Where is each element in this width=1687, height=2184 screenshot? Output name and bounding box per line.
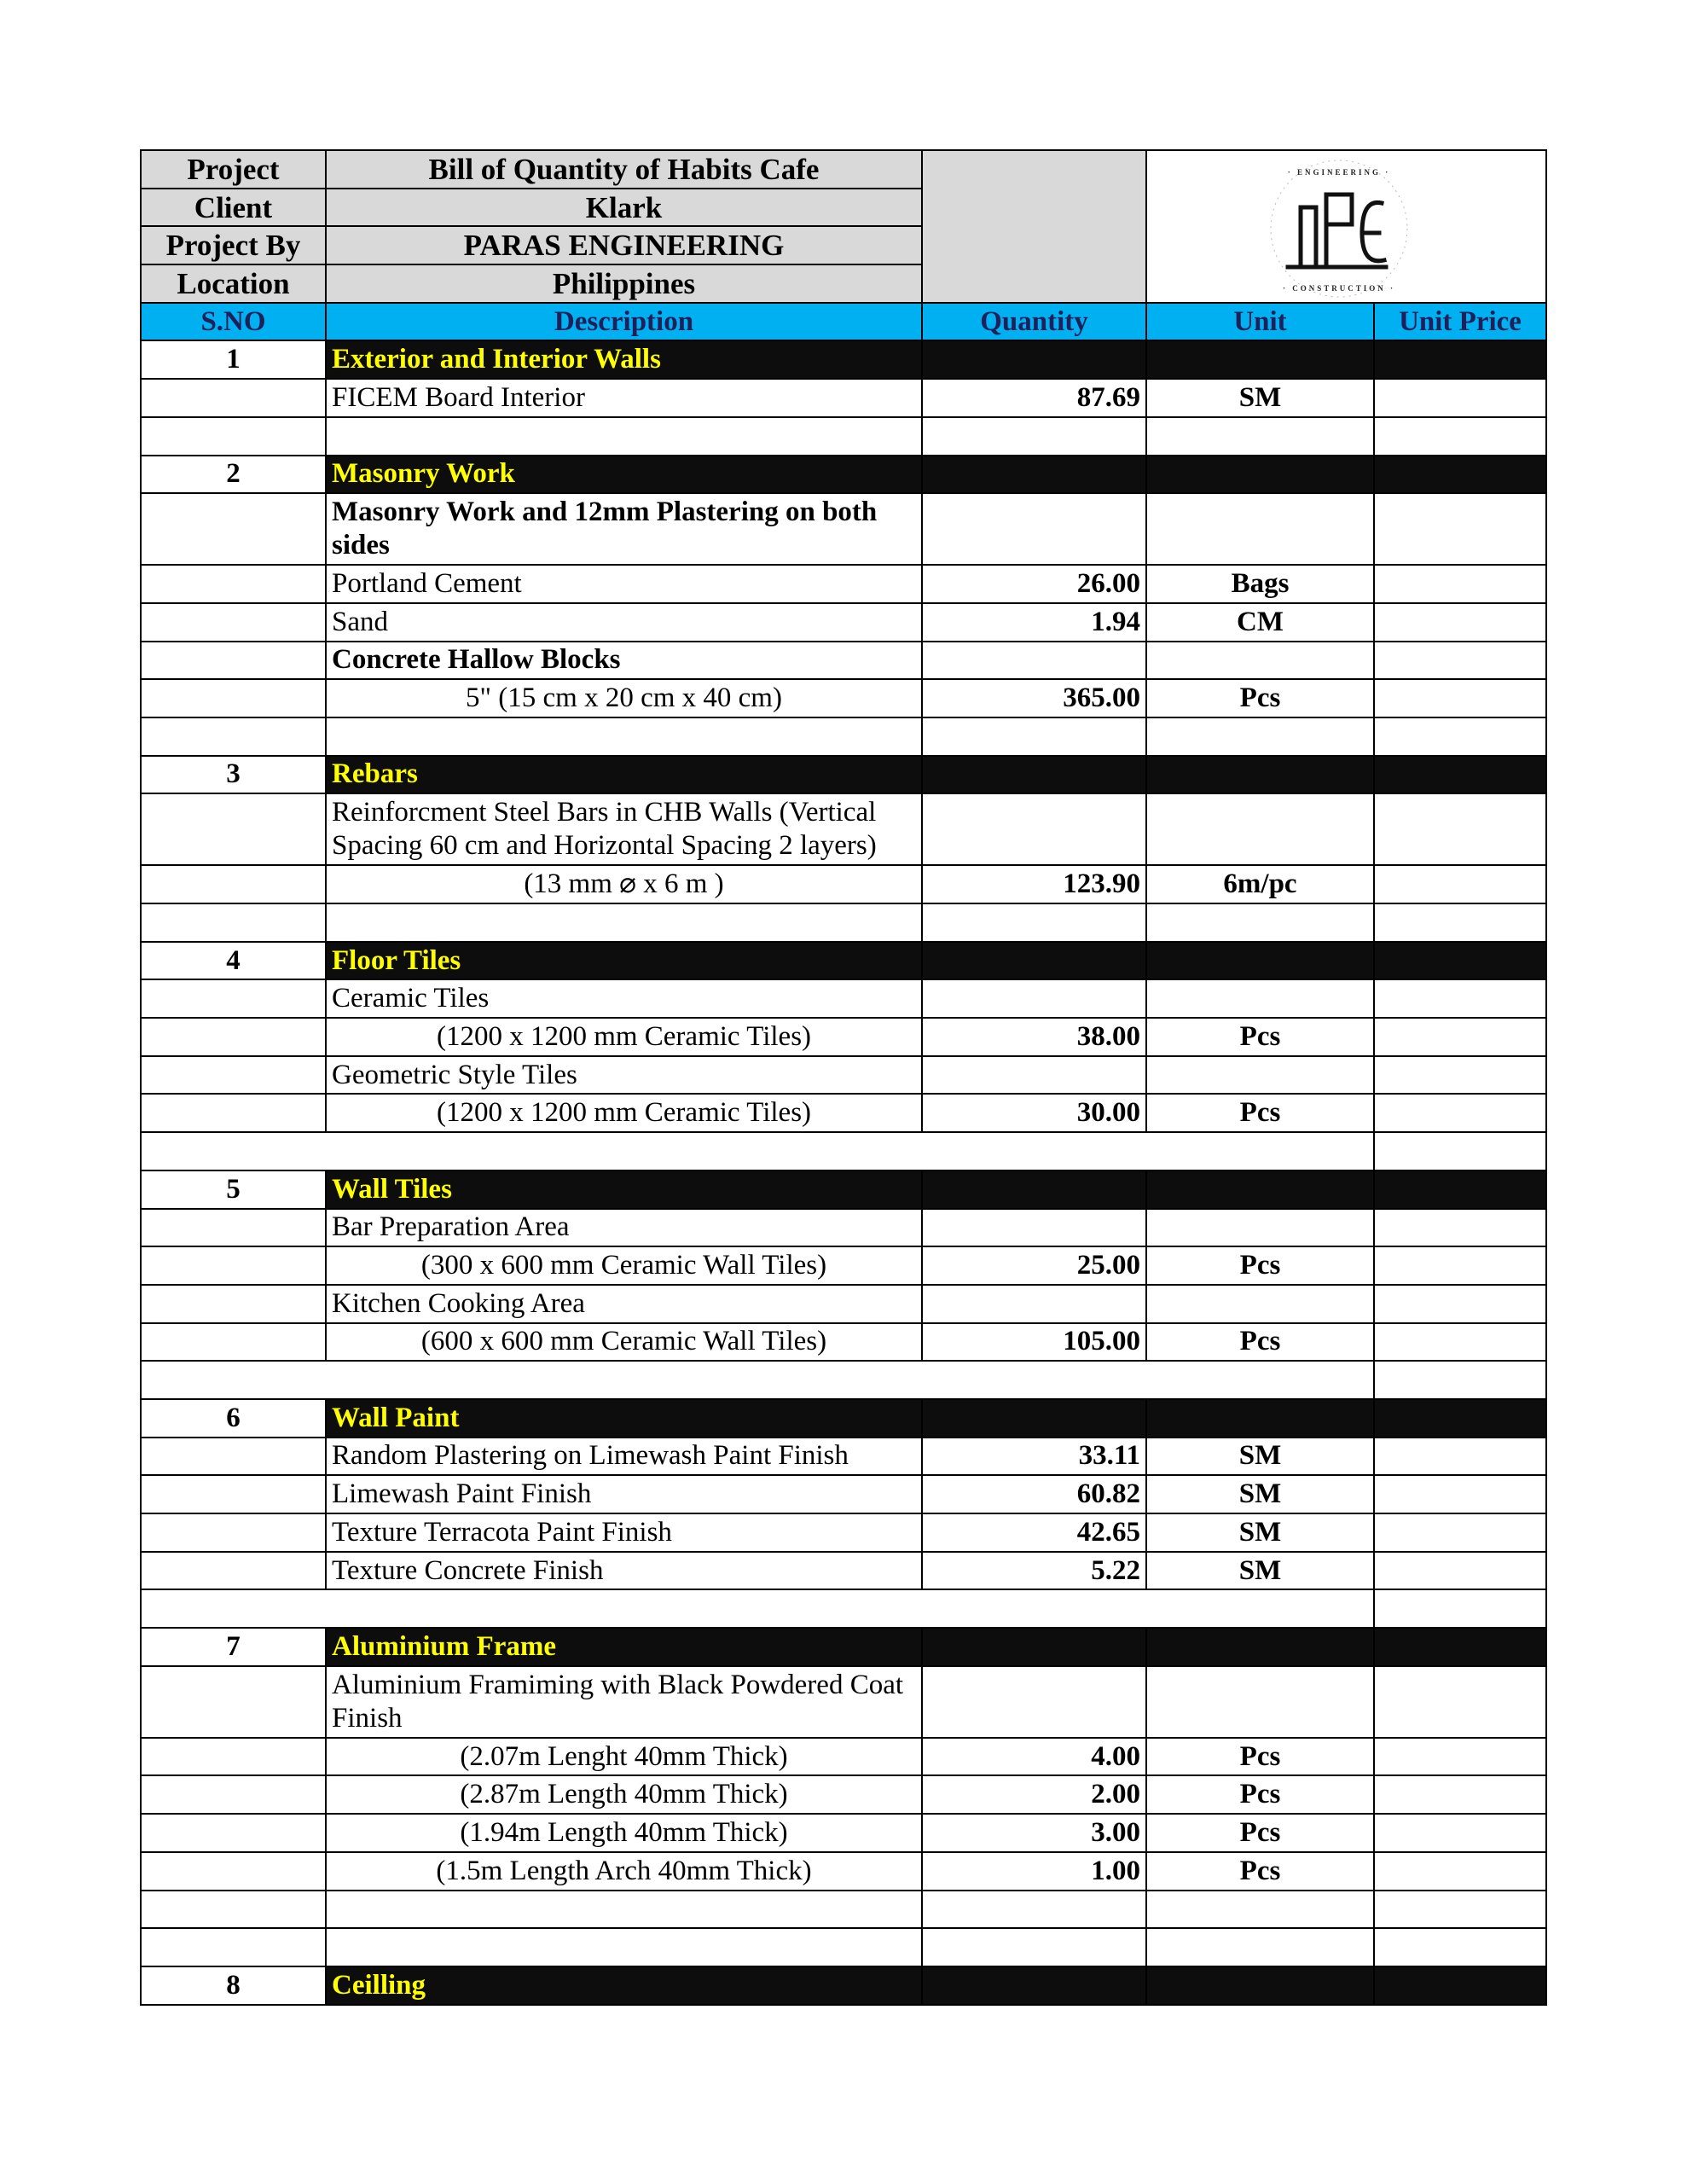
section-filler-cell xyxy=(1374,340,1546,379)
item-description: (300 x 600 mm Ceramic Wall Tiles) xyxy=(326,1246,922,1285)
info-value: Bill of Quantity of Habits Cafe xyxy=(326,150,922,189)
section-row xyxy=(141,1966,1546,2005)
item-row xyxy=(141,865,1546,903)
blank-cell xyxy=(141,1891,326,1929)
section-filler-cell xyxy=(1146,942,1374,980)
item-sno-cell xyxy=(141,1246,326,1285)
item-sno-cell xyxy=(141,1285,326,1323)
item-row xyxy=(141,793,1546,865)
section-row xyxy=(141,942,1546,980)
item-sno-cell xyxy=(141,642,326,680)
section-title: Rebars xyxy=(326,756,922,794)
item-quantity xyxy=(922,642,1146,680)
item-row xyxy=(141,1666,1546,1738)
section-filler-cell xyxy=(1146,1399,1374,1438)
item-unit-price xyxy=(1374,1246,1546,1285)
item-row xyxy=(141,1814,1546,1852)
item-quantity: 4.00 xyxy=(922,1738,1146,1776)
item-row xyxy=(141,1738,1546,1776)
company-logo-icon xyxy=(1267,156,1412,301)
section-filler-cell xyxy=(922,1966,1146,2005)
item-unit-price xyxy=(1374,1323,1546,1362)
item-row xyxy=(141,1209,1546,1247)
item-unit: SM xyxy=(1146,1475,1374,1513)
section-title: Floor Tiles xyxy=(326,942,922,980)
blank-cell xyxy=(1374,417,1546,456)
item-unit-price xyxy=(1374,1852,1546,1891)
section-title: Exterior and Interior Walls xyxy=(326,340,922,379)
item-row xyxy=(141,1438,1546,1476)
item-quantity: 87.69 xyxy=(922,379,1146,417)
spacer-row xyxy=(141,1891,1546,1929)
header-quantity: Quantity xyxy=(922,303,1146,341)
blank-cell xyxy=(141,1589,1374,1628)
item-row xyxy=(141,1246,1546,1285)
item-unit-price xyxy=(1374,1738,1546,1776)
item-sno-cell xyxy=(141,1475,326,1513)
item-unit: SM xyxy=(1146,1513,1374,1552)
item-description: Concrete Hallow Blocks xyxy=(326,642,922,680)
blank-cell xyxy=(922,717,1146,756)
item-sno-cell xyxy=(141,1738,326,1776)
item-row xyxy=(141,1475,1546,1513)
item-unit-price xyxy=(1374,1666,1546,1738)
item-row xyxy=(141,603,1546,642)
spacer-row xyxy=(141,1928,1546,1966)
section-filler-cell xyxy=(1374,756,1546,794)
section-row xyxy=(141,456,1546,494)
section-filler-cell xyxy=(1146,456,1374,494)
section-filler-cell xyxy=(1374,1399,1546,1438)
item-description: Texture Terracota Paint Finish xyxy=(326,1513,922,1552)
item-row xyxy=(141,1285,1546,1323)
item-unit: Pcs xyxy=(1146,1852,1374,1891)
item-sno-cell xyxy=(141,1552,326,1590)
item-row xyxy=(141,1513,1546,1552)
header-description: Description xyxy=(326,303,922,341)
spacer-row xyxy=(141,417,1546,456)
section-title: Masonry Work xyxy=(326,456,922,494)
item-quantity: 2.00 xyxy=(922,1775,1146,1814)
item-row xyxy=(141,1094,1546,1132)
boq-table xyxy=(140,149,1547,2006)
item-description: Bar Preparation Area xyxy=(326,1209,922,1247)
item-unit-price xyxy=(1374,1056,1546,1095)
section-number: 4 xyxy=(141,942,326,980)
blank-cell xyxy=(326,903,922,942)
item-quantity: 38.00 xyxy=(922,1018,1146,1056)
item-unit: Pcs xyxy=(1146,1738,1374,1776)
section-row xyxy=(141,756,1546,794)
item-description: (1200 x 1200 mm Ceramic Tiles) xyxy=(326,1094,922,1132)
item-row xyxy=(141,679,1546,717)
item-quantity: 60.82 xyxy=(922,1475,1146,1513)
item-sno-cell xyxy=(141,1209,326,1247)
blank-cell xyxy=(141,717,326,756)
blank-cell xyxy=(141,1928,326,1966)
section-filler-cell xyxy=(1146,1170,1374,1209)
spacer-row xyxy=(141,1361,1546,1399)
blank-cell xyxy=(326,417,922,456)
boq-sheet xyxy=(140,149,1545,2006)
section-title: Wall Paint xyxy=(326,1399,922,1438)
item-description: Geometric Style Tiles xyxy=(326,1056,922,1095)
blank-cell xyxy=(922,1891,1146,1929)
item-quantity: 1.94 xyxy=(922,603,1146,642)
item-quantity xyxy=(922,1285,1146,1323)
item-description: Texture Concrete Finish xyxy=(326,1552,922,1590)
item-sno-cell xyxy=(141,1094,326,1132)
item-quantity xyxy=(922,493,1146,565)
blank-cell xyxy=(1146,903,1374,942)
spacer-row xyxy=(141,1589,1546,1628)
item-unit-price xyxy=(1374,603,1546,642)
item-sno-cell xyxy=(141,493,326,565)
item-unit-price xyxy=(1374,493,1546,565)
item-row xyxy=(141,1552,1546,1590)
item-sno-cell xyxy=(141,1018,326,1056)
svg-text:· ENGINEERING ·: · ENGINEERING · xyxy=(1287,168,1391,177)
item-quantity xyxy=(922,1056,1146,1095)
item-quantity xyxy=(922,1666,1146,1738)
item-unit: Pcs xyxy=(1146,1018,1374,1056)
section-filler-cell xyxy=(1374,1628,1546,1666)
blank-cell xyxy=(1374,717,1546,756)
item-unit: Pcs xyxy=(1146,679,1374,717)
info-row-project xyxy=(141,150,1546,189)
spacer-row xyxy=(141,1132,1546,1170)
item-quantity: 33.11 xyxy=(922,1438,1146,1476)
section-row xyxy=(141,1170,1546,1209)
blank-cell xyxy=(1146,717,1374,756)
item-quantity xyxy=(922,979,1146,1018)
item-quantity: 123.90 xyxy=(922,865,1146,903)
section-title: Wall Tiles xyxy=(326,1170,922,1209)
item-description: (1.5m Length Arch 40mm Thick) xyxy=(326,1852,922,1891)
section-filler-cell xyxy=(922,340,1146,379)
info-label: Location xyxy=(141,264,326,303)
item-unit xyxy=(1146,1209,1374,1247)
item-unit-price xyxy=(1374,379,1546,417)
item-sno-cell xyxy=(141,1513,326,1552)
item-description: (13 mm ⌀ x 6 m ) xyxy=(326,865,922,903)
item-sno-cell xyxy=(141,1852,326,1891)
item-unit xyxy=(1146,642,1374,680)
item-unit-price xyxy=(1374,793,1546,865)
blank-cell xyxy=(922,903,1146,942)
section-title: Ceilling xyxy=(326,1966,922,2005)
item-unit-price xyxy=(1374,1814,1546,1852)
svg-text:· CONSTRUCTION ·: · CONSTRUCTION · xyxy=(1282,284,1396,293)
section-filler-cell xyxy=(922,942,1146,980)
item-sno-cell xyxy=(141,1666,326,1738)
item-description: (1200 x 1200 mm Ceramic Tiles) xyxy=(326,1018,922,1056)
item-quantity: 1.00 xyxy=(922,1852,1146,1891)
section-number: 8 xyxy=(141,1966,326,2005)
item-unit: Pcs xyxy=(1146,1814,1374,1852)
header-sno: S.NO xyxy=(141,303,326,341)
item-sno-cell xyxy=(141,1775,326,1814)
blank-cell xyxy=(1146,1928,1374,1966)
item-sno-cell xyxy=(141,865,326,903)
item-sno-cell xyxy=(141,1056,326,1095)
blank-cell xyxy=(141,903,326,942)
item-description: Aluminium Framiming with Black Powdered Coat Finish xyxy=(326,1666,922,1738)
item-sno-cell xyxy=(141,1438,326,1476)
info-value: PARAS ENGINEERING xyxy=(326,226,922,264)
item-unit-price xyxy=(1374,1018,1546,1056)
item-unit xyxy=(1146,1285,1374,1323)
item-row xyxy=(141,1323,1546,1362)
section-row xyxy=(141,1399,1546,1438)
item-unit-price xyxy=(1374,1438,1546,1476)
item-unit-price xyxy=(1374,1209,1546,1247)
spacer-row xyxy=(141,717,1546,756)
item-description: Ceramic Tiles xyxy=(326,979,922,1018)
item-quantity: 30.00 xyxy=(922,1094,1146,1132)
blank-cell xyxy=(1374,1928,1546,1966)
item-quantity: 42.65 xyxy=(922,1513,1146,1552)
section-filler-cell xyxy=(1374,1170,1546,1209)
item-row xyxy=(141,979,1546,1018)
item-quantity: 105.00 xyxy=(922,1323,1146,1362)
section-row xyxy=(141,340,1546,379)
info-label: Project By xyxy=(141,226,326,264)
item-quantity: 26.00 xyxy=(922,565,1146,603)
header-unit: Unit xyxy=(1146,303,1374,341)
item-row xyxy=(141,379,1546,417)
item-unit-price xyxy=(1374,1094,1546,1132)
blank-cell xyxy=(1374,903,1546,942)
item-description: Portland Cement xyxy=(326,565,922,603)
item-sno-cell xyxy=(141,565,326,603)
section-filler-cell xyxy=(1146,1628,1374,1666)
item-unit-price xyxy=(1374,565,1546,603)
item-description: (600 x 600 mm Ceramic Wall Tiles) xyxy=(326,1323,922,1362)
item-unit-price xyxy=(1374,1285,1546,1323)
info-label: Client xyxy=(141,189,326,227)
boq-table-body xyxy=(141,150,1546,2005)
item-unit xyxy=(1146,793,1374,865)
header-unit-price: Unit Price xyxy=(1374,303,1546,341)
section-title: Aluminium Frame xyxy=(326,1628,922,1666)
item-unit: Pcs xyxy=(1146,1323,1374,1362)
item-unit-price xyxy=(1374,679,1546,717)
item-unit: Bags xyxy=(1146,565,1374,603)
blank-cell xyxy=(1374,1589,1546,1628)
item-row xyxy=(141,1056,1546,1095)
item-unit: 6m/pc xyxy=(1146,865,1374,903)
section-row xyxy=(141,1628,1546,1666)
item-unit: Pcs xyxy=(1146,1246,1374,1285)
blank-cell xyxy=(141,1132,1374,1170)
item-unit xyxy=(1146,979,1374,1018)
item-description: (2.07m Lenght 40mm Thick) xyxy=(326,1738,922,1776)
item-description: Random Plastering on Limewash Paint Finish xyxy=(326,1438,922,1476)
section-filler-cell xyxy=(922,1399,1146,1438)
item-unit xyxy=(1146,1666,1374,1738)
section-filler-cell xyxy=(922,456,1146,494)
blank-cell xyxy=(922,1928,1146,1966)
blank-cell xyxy=(1374,1132,1546,1170)
info-label: Project xyxy=(141,150,326,189)
item-row xyxy=(141,493,1546,565)
info-value: Klark xyxy=(326,189,922,227)
item-unit xyxy=(1146,1056,1374,1095)
blank-cell xyxy=(922,417,1146,456)
column-header-row xyxy=(141,303,1546,341)
item-quantity: 365.00 xyxy=(922,679,1146,717)
info-blank-cell xyxy=(922,150,1146,303)
item-unit-price xyxy=(1374,865,1546,903)
item-description: Reinforcment Steel Bars in CHB Walls (Vertical Spacing 60 cm and Horizontal Spacing 2 layers) xyxy=(326,793,922,865)
spacer-row xyxy=(141,903,1546,942)
item-row xyxy=(141,565,1546,603)
item-row xyxy=(141,642,1546,680)
section-number: 2 xyxy=(141,456,326,494)
item-sno-cell xyxy=(141,1323,326,1362)
item-quantity: 5.22 xyxy=(922,1552,1146,1590)
section-filler-cell xyxy=(1146,340,1374,379)
section-filler-cell xyxy=(1374,1966,1546,2005)
blank-cell xyxy=(1374,1891,1546,1929)
section-filler-cell xyxy=(1146,756,1374,794)
item-description: Limewash Paint Finish xyxy=(326,1475,922,1513)
item-sno-cell xyxy=(141,603,326,642)
blank-cell xyxy=(1374,1361,1546,1399)
item-quantity: 25.00 xyxy=(922,1246,1146,1285)
section-filler-cell xyxy=(922,756,1146,794)
section-number: 1 xyxy=(141,340,326,379)
item-description: FICEM Board Interior xyxy=(326,379,922,417)
section-filler-cell xyxy=(1374,942,1546,980)
item-unit-price xyxy=(1374,642,1546,680)
item-unit xyxy=(1146,493,1374,565)
item-description: (2.87m Length 40mm Thick) xyxy=(326,1775,922,1814)
item-description: (1.94m Length 40mm Thick) xyxy=(326,1814,922,1852)
item-unit: SM xyxy=(1146,1438,1374,1476)
blank-cell xyxy=(326,1891,922,1929)
item-description: Kitchen Cooking Area xyxy=(326,1285,922,1323)
item-sno-cell xyxy=(141,679,326,717)
section-filler-cell xyxy=(1146,1966,1374,2005)
item-sno-cell xyxy=(141,1814,326,1852)
item-unit-price xyxy=(1374,1552,1546,1590)
item-sno-cell xyxy=(141,979,326,1018)
section-number: 3 xyxy=(141,756,326,794)
section-filler-cell xyxy=(1374,456,1546,494)
item-quantity xyxy=(922,1209,1146,1247)
item-row xyxy=(141,1852,1546,1891)
section-number: 7 xyxy=(141,1628,326,1666)
blank-cell xyxy=(326,1928,922,1966)
item-quantity xyxy=(922,793,1146,865)
item-unit: Pcs xyxy=(1146,1094,1374,1132)
item-description: Masonry Work and 12mm Plastering on both sides xyxy=(326,493,922,565)
item-unit: CM xyxy=(1146,603,1374,642)
section-number: 5 xyxy=(141,1170,326,1209)
info-value: Philippines xyxy=(326,264,922,303)
item-unit-price xyxy=(1374,1513,1546,1552)
item-sno-cell xyxy=(141,793,326,865)
section-filler-cell xyxy=(922,1170,1146,1209)
item-unit-price xyxy=(1374,1475,1546,1513)
item-unit: SM xyxy=(1146,1552,1374,1590)
item-quantity: 3.00 xyxy=(922,1814,1146,1852)
item-unit: SM xyxy=(1146,379,1374,417)
blank-cell xyxy=(1146,1891,1374,1929)
item-row xyxy=(141,1775,1546,1814)
blank-cell xyxy=(141,417,326,456)
item-unit-price xyxy=(1374,1775,1546,1814)
item-row xyxy=(141,1018,1546,1056)
blank-cell xyxy=(1146,417,1374,456)
item-description: 5" (15 cm x 20 cm x 40 cm) xyxy=(326,679,922,717)
section-number: 6 xyxy=(141,1399,326,1438)
section-filler-cell xyxy=(922,1628,1146,1666)
blank-cell xyxy=(141,1361,1374,1399)
blank-cell xyxy=(326,717,922,756)
item-sno-cell xyxy=(141,379,326,417)
item-unit: Pcs xyxy=(1146,1775,1374,1814)
item-description: Sand xyxy=(326,603,922,642)
item-unit-price xyxy=(1374,979,1546,1018)
logo-cell xyxy=(1146,150,1546,303)
